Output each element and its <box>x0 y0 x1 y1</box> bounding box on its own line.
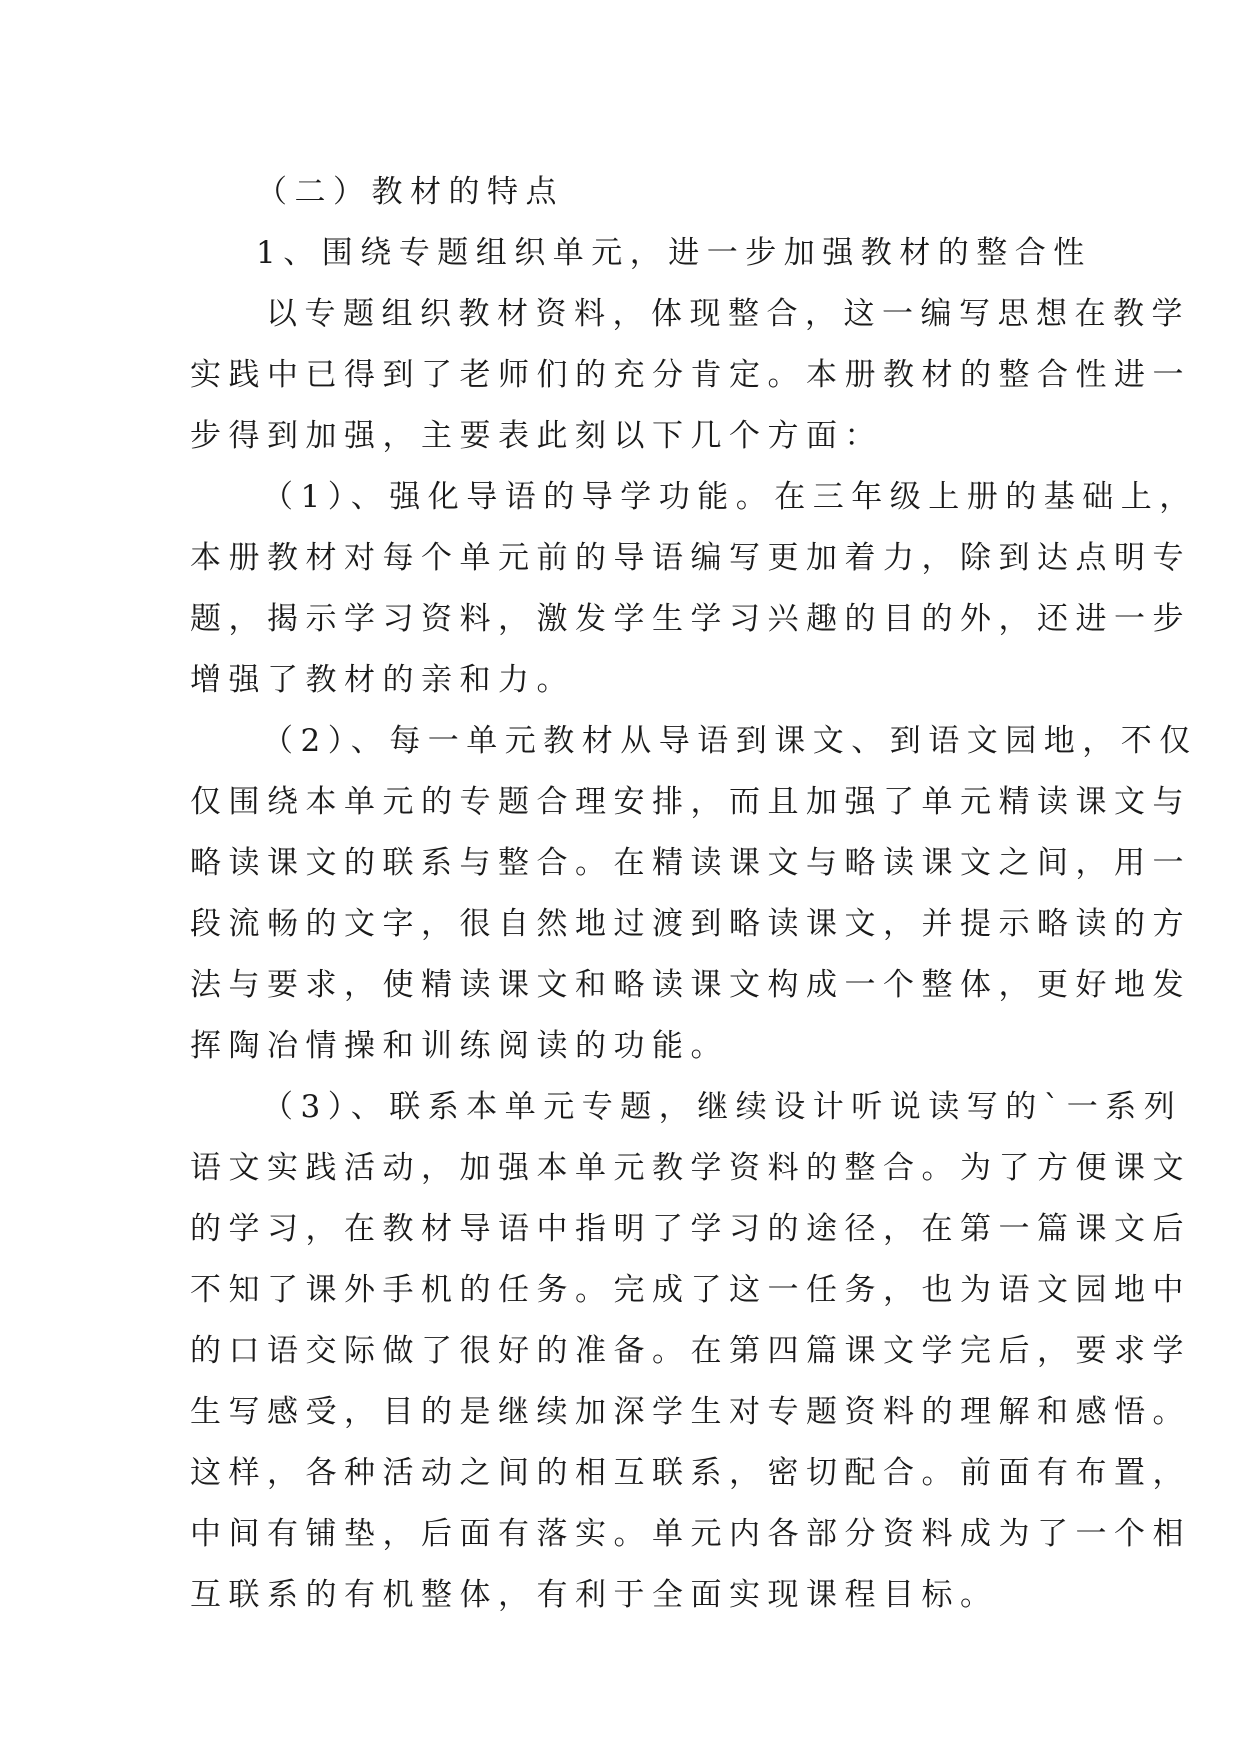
paragraph-2 <box>190 467 1198 711</box>
paragraph-line: 挥陶冶情操和训练阅读的功能。 <box>190 1028 729 1064</box>
paragraph-line: 步得到加强，主要表此刻以下几个方面： <box>190 418 883 454</box>
paragraph-line: 中间有铺垫，后面有落实。单元内各部分资料成为了一个相 <box>190 1516 1191 1552</box>
document-body <box>190 162 1198 1626</box>
paragraph-line: 这样，各种活动之间的相互联系，密切配合。前面有布置， <box>190 1455 1191 1491</box>
paragraph-line: 段流畅的文字，很自然地过渡到略读课文，并提示略读的方 <box>190 906 1191 942</box>
paragraph-line: 语文实践活动，加强本单元教学资料的整合。为了方便课文 <box>190 1150 1191 1186</box>
paragraph-line: 以专题组织教材资料，体现整合，这一编写思想在教学 <box>266 296 1190 332</box>
paragraph-line: 生写感受，目的是继续加深学生对专题资料的理解和感悟。 <box>190 1394 1191 1430</box>
paragraph-line: （2）、每一单元教材从导语到课文、到语文园地，不仅 <box>262 723 1198 759</box>
paragraph-line: 的学习，在教材导语中指明了学习的途径，在第一篇课文后 <box>190 1211 1191 1247</box>
paragraph-line: 互联系的有机整体，有利于全面实现课程目标。 <box>190 1577 999 1613</box>
paragraph-line: 略读课文的联系与整合。在精读课文与略读课文之间，用一 <box>190 845 1191 881</box>
paragraph-3 <box>190 711 1198 1077</box>
paragraph-line: （1）、强化导语的导学功能。在三年级上册的基础上， <box>262 479 1198 515</box>
paragraph-line: 增强了教材的亲和力。 <box>190 662 575 698</box>
section-heading: （二）教材的特点 <box>256 174 564 210</box>
paragraph-line: 本册教材对每个单元前的导语编写更加着力，除到达点明专 <box>190 540 1191 576</box>
paragraph-line: 实践中已得到了老师们的充分肯定。本册教材的整合性进一 <box>190 357 1191 393</box>
paragraph-line: 法与要求，使精读课文和略读课文构成一个整体，更好地发 <box>190 967 1191 1003</box>
paragraph-line: （3）、联系本单元专题，继续设计听说读写的`一系列 <box>262 1089 1183 1125</box>
paragraph-line: 的口语交际做了很好的准备。在第四篇课文学完后，要求学 <box>190 1333 1191 1369</box>
paragraph-line: 题，揭示学习资料，激发学生学习兴趣的目的外，还进一步 <box>190 601 1191 637</box>
paragraph-line: 仅围绕本单元的专题合理安排，而且加强了单元精读课文与 <box>190 784 1191 820</box>
subheading: 1、围绕专题组织单元，进一步加强教材的整合性 <box>256 235 1092 271</box>
paragraph-line: 不知了课外手机的任务。完成了这一任务，也为语文园地中 <box>190 1272 1191 1308</box>
paragraph-4 <box>190 1077 1191 1626</box>
paragraph-1 <box>190 284 1191 467</box>
